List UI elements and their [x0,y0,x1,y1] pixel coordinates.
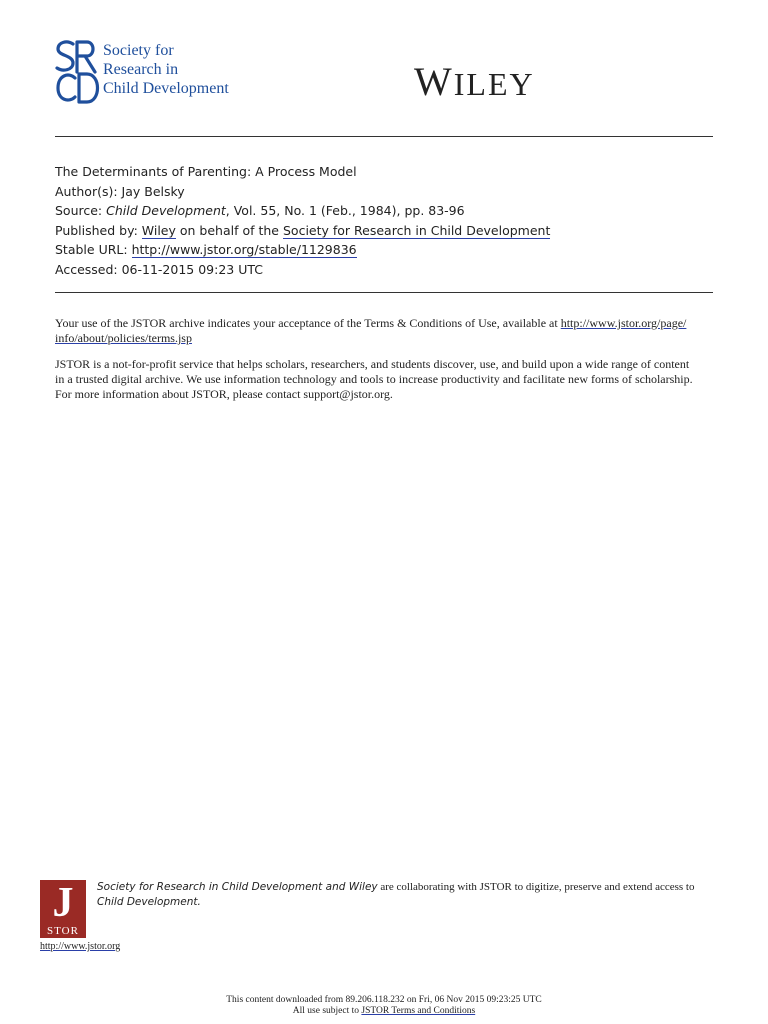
article-metadata [55,162,550,279]
terms-notice [55,316,715,346]
stable-url-label: Stable URL: [55,242,132,257]
wiley-logo-rest: ILEY [453,66,535,102]
author-name: Jay Belsky [121,183,185,199]
jstor-about-notice [55,357,715,402]
terms-link-part-1[interactable]: http://www.jstor.org/page/ [560,316,687,330]
published-line [55,221,550,241]
accessed-line: Accessed: 06-11-2015 09:23 UTC [55,261,263,277]
jstor-logo [40,880,86,938]
jstor-home-link[interactable]: http://www.jstor.org [40,941,121,952]
collab-text: are collaborating with JSTOR to digitize, preserve and extend access to [377,881,695,893]
srcd-line-1: Society for [103,42,174,59]
collab-orgs: Society for Research in Child Development and Wiley [97,881,378,893]
terms-footer-link[interactable]: JSTOR Terms and Conditions [361,1006,476,1016]
author-line [55,182,550,202]
about-line-3: For more information about JSTOR, please contact support@jstor.org. [55,387,393,401]
download-footer: This content downloaded from 89.206.118.232 on Fri, 06 Nov 2015 09:23:25 UTC [226,995,542,1005]
published-label: Published by: [55,222,142,238]
srcd-monogram-icon [55,38,105,104]
source-line [55,201,550,221]
middle-divider [55,292,713,293]
wiley-logo [414,60,535,106]
source-label: Source: [55,203,107,218]
srcd-line-2: Research in [103,61,179,78]
jstor-logo-letter: J [52,880,74,926]
article-title: The Determinants of Parenting: A Process Model [55,164,357,179]
srcd-logo [55,38,255,104]
wiley-logo-cap: W [414,59,454,104]
srcd-name [103,41,229,98]
about-line-2: in a trusted digital archive. We use information technology and tools to increase productivity and facilitate new forms of scholarship. [55,372,693,386]
terms-link-part-2[interactable]: info/about/policies/terms.jsp [55,331,192,345]
about-line-1: JSTOR is a not-for-profit service that helps scholars, researchers, and students discover, use, and build upon a wide range of content [55,357,690,371]
society-link[interactable]: Society for Research in Child Development [282,222,551,238]
stable-url-link[interactable]: http://www.jstor.org/stable/1129836 [131,242,357,257]
collab-journal: Child Development. [97,896,201,908]
publisher-link[interactable]: Wiley [141,222,176,238]
author-label: Author(s): [55,183,122,199]
jstor-logo-word: STOR [47,925,79,937]
collaboration-note [97,880,727,910]
terms-footer-prefix: All use subject to [292,1006,362,1016]
source-details: , Vol. 55, No. 1 (Feb., 1984), pp. 83-96 [225,203,465,218]
journal-name: Child Development [106,203,226,218]
stable-url-line [55,240,550,260]
top-divider [55,136,713,137]
terms-notice-text: Your use of the JSTOR archive indicates your acceptance of the Terms & Conditions of Use, available at [55,316,561,330]
terms-footer [0,1006,768,1017]
published-mid: on behalf of the [175,222,283,238]
srcd-line-3: Child Development [103,80,229,97]
